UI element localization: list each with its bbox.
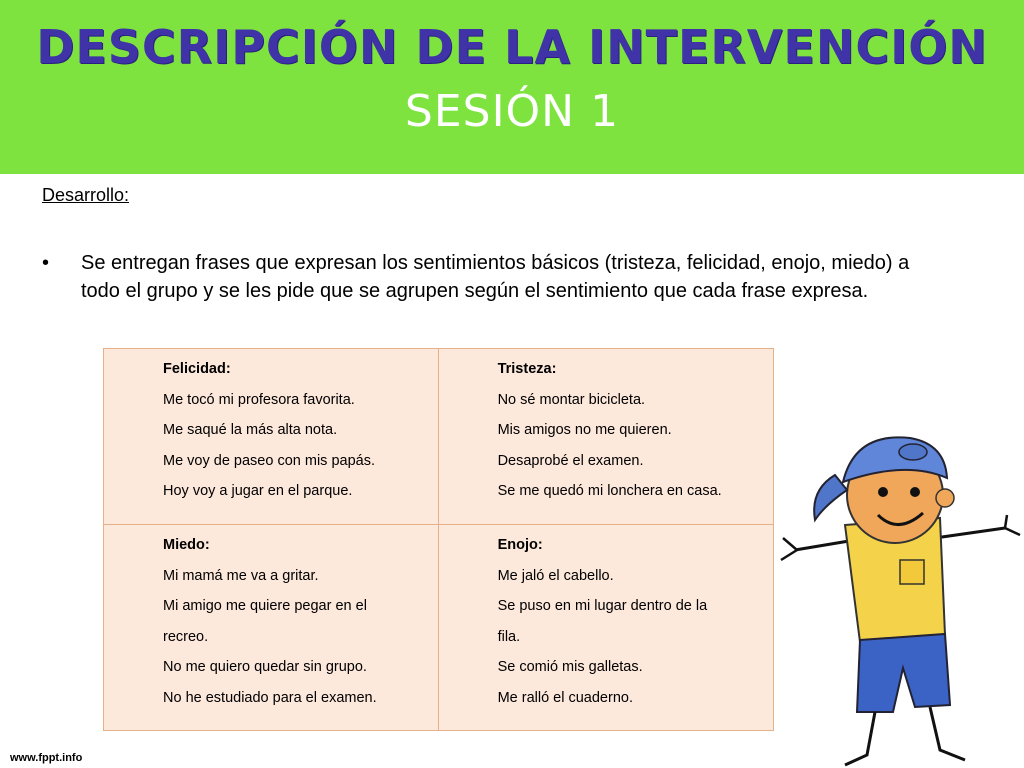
table-row xyxy=(104,525,774,731)
cell-felicidad xyxy=(104,349,439,525)
cell-line: Se comió mis galletas. xyxy=(497,659,643,676)
cell-tristeza xyxy=(438,349,773,525)
cell-line: Me jaló el cabello. xyxy=(497,567,614,584)
table-row xyxy=(104,349,774,525)
cell-line: Desaprobé el examen. xyxy=(497,452,644,469)
cell-line: Mi mamá me va a gritar. xyxy=(163,567,319,584)
cell-line: recreo. xyxy=(163,628,209,645)
cell-title: Miedo: xyxy=(163,537,210,553)
cell-line: Me voy de paseo con mis papás. xyxy=(163,452,375,469)
cell-line: Mi amigo me quiere pegar en el xyxy=(163,598,367,615)
cell-title: Tristeza: xyxy=(497,361,557,377)
cell-title: Enojo: xyxy=(497,537,543,553)
cell-line: Mis amigos no me quieren. xyxy=(497,422,672,439)
section-label: Desarrollo: xyxy=(42,185,130,205)
cell-line: No he estudiado para el examen. xyxy=(163,689,377,706)
cell-line: Me saqué la más alta nota. xyxy=(163,422,338,439)
cell-line: Me tocó mi profesora favorita. xyxy=(163,391,355,408)
bullet-marker: • xyxy=(42,252,50,274)
slide-subtitle: SESIÓN 1 xyxy=(404,86,620,137)
cell-line: No me quiero quedar sin grupo. xyxy=(163,659,367,676)
cell-line: Se me quedó mi lonchera en casa. xyxy=(497,483,722,500)
slide-title: DESCRIPCIÓN DE LA INTERVENCIÓN xyxy=(36,20,988,74)
cell-miedo xyxy=(104,525,439,731)
cell-title: Felicidad: xyxy=(163,361,231,377)
footer-site: www.fppt.info xyxy=(10,752,83,764)
cell-line: Hoy voy a jugar en el parque. xyxy=(163,483,353,500)
bullet-text: Se entregan frases que expresan los sentimientos básicos (tristeza, felicidad, enojo, miedo) a todo el grupo y se les pide que se agrupen según el sentimiento que cada frase expresa. xyxy=(81,252,910,302)
emotions-table xyxy=(103,348,774,731)
cell-line: Se puso en mi lugar dentro de la xyxy=(497,598,708,615)
cell-line: Me ralló el cuaderno. xyxy=(497,689,633,706)
cell-line: No sé montar bicicleta. xyxy=(497,391,646,408)
cell-line: fila. xyxy=(497,628,521,645)
cell-enojo xyxy=(438,525,773,731)
title-banner xyxy=(0,0,1024,174)
cartoon-boy-illustration xyxy=(775,420,1024,768)
